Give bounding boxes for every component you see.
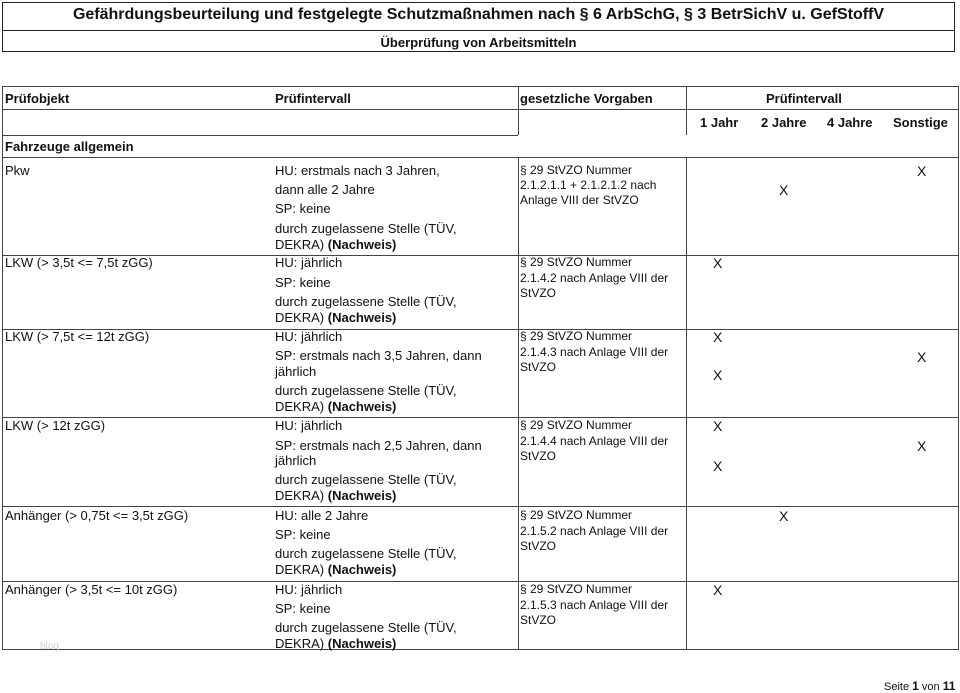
nachweis-label: (Nachweis) [327,310,397,325]
row-interval-line: HU: jährlich [275,255,343,270]
col-divider [518,87,519,135]
nachweis-label: (Nachweis) [327,488,397,503]
row-interval-line: durch zugelassene Stelle (TÜV, [275,383,457,398]
row-interval-last: DEKRA) (Nachweis) [275,636,397,651]
mark-1-jahr: X [713,582,723,598]
nachweis-label: (Nachweis) [327,237,397,252]
row-divider [3,417,958,418]
row-law-line: § 29 StVZO Nummer [520,329,633,343]
row-interval-last: DEKRA) (Nachweis) [275,237,397,252]
nachweis-label: (Nachweis) [327,399,397,414]
row-law-line: 2.1.4.3 nach Anlage VIII der [520,345,669,359]
header-sonstige: Sonstige [893,115,948,130]
row-object: Anhänger (> 0,75t <= 3,5t zGG) [5,508,189,523]
section-fahrzeuge-allgemein: Fahrzeuge allgemein [5,139,134,154]
row-law-line: StVZO [520,286,557,300]
row-interval-line: durch zugelassene Stelle (TÜV, [275,472,457,487]
row-law-line: Anlage VIII der StVZO [520,193,639,207]
row-interval-line: HU: alle 2 Jahre [275,508,369,523]
row-interval-line: SP: erstmals nach 3,5 Jahren, dann [275,348,482,363]
row-law-line: § 29 StVZO Nummer [520,582,633,596]
header-pruefintervall: Prüfintervall [275,91,351,106]
row-law-line: 2.1.4.4 nach Anlage VIII der [520,434,669,448]
header-intervall-group: Prüfintervall [766,91,842,106]
row-law-line: StVZO [520,360,557,374]
row-interval-last: DEKRA) (Nachweis) [275,310,397,325]
col-divider [518,157,519,649]
title-box [2,2,955,52]
mark-sonstige: X [917,438,927,454]
row-law-line: 2.1.5.2 nach Anlage VIII der [520,524,669,538]
row-law-line: § 29 StVZO Nummer [520,163,633,177]
row-law-line: § 29 StVZO Nummer [520,418,633,432]
row-law-line: 2.1.4.2 nach Anlage VIII der [520,271,669,285]
footer-seite: Seite [884,681,910,693]
row-law-line: StVZO [520,613,557,627]
row-interval-line: durch zugelassene Stelle (TÜV, [275,294,457,309]
row-divider [3,506,958,507]
col-divider [686,157,687,649]
header-1-jahr: 1 Jahr [700,115,739,130]
row-law-line: § 29 StVZO Nummer [520,255,633,269]
nachweis-label: (Nachweis) [327,562,397,577]
row-object: LKW (> 12t zGG) [5,418,106,433]
mark-sonstige: X [917,349,927,365]
row-object: LKW (> 3,5t <= 7,5t zGG) [5,255,153,270]
header-pruefobjekt: Prüfobjekt [5,91,70,106]
row-law-line: 2.1.2.1.1 + 2.1.2.1.2 nach [520,178,657,192]
watermark: blog [40,641,59,652]
col-divider [686,87,687,135]
document-subtitle: Überprüfung von Arbeitsmitteln [380,35,577,50]
mark-1-jahr: X [713,367,723,383]
row-interval-last: DEKRA) (Nachweis) [275,399,397,414]
mark-1-jahr: X [713,458,723,474]
footer-page-number: 1 [912,679,919,693]
row-interval-line: SP: keine [275,527,331,542]
inspection-table [2,86,959,650]
row-object: Anhänger (> 3,5t <= 10t zGG) [5,582,178,597]
interval-group-rule [686,109,958,110]
footer-total-pages: 11 [942,679,956,693]
row-interval-last: DEKRA) (Nachweis) [275,562,397,577]
section-rule-top [3,135,518,136]
row-interval-line: durch zugelassene Stelle (TÜV, [275,221,457,236]
row-interval-line: HU: jährlich [275,418,343,433]
footer-von: von [921,681,940,693]
row-law-line: 2.1.5.3 nach Anlage VIII der [520,598,669,612]
row-interval-line: SP: erstmals nach 2,5 Jahren, dann [275,438,482,453]
header-2-jahre: 2 Jahre [761,115,807,130]
row-interval-line: SP: keine [275,601,331,616]
row-interval-line: durch zugelassene Stelle (TÜV, [275,620,457,635]
mark-1-jahr: X [713,329,723,345]
section-rule-bottom [3,157,958,158]
title-divider [3,30,954,31]
row-interval-line: dann alle 2 Jahre [275,182,375,197]
nachweis-label: (Nachweis) [327,636,397,651]
row-interval-last: DEKRA) (Nachweis) [275,488,397,503]
row-interval-line: HU: jährlich [275,582,343,597]
header-gesetzliche-vorgaben: gesetzliche Vorgaben [520,91,653,106]
mark-1-jahr: X [713,255,723,271]
row-object: LKW (> 7,5t <= 12t zGG) [5,329,150,344]
row-interval-line: jährlich [275,453,317,468]
row-interval-line: SP: keine [275,201,331,216]
row-object: Pkw [5,163,30,178]
row-interval-line: HU: erstmals nach 3 Jahren, [275,163,440,178]
row-interval-line: durch zugelassene Stelle (TÜV, [275,546,457,561]
mark-2-jahre: X [779,508,789,524]
row-interval-line: jährlich [275,364,317,379]
mark-sonstige: X [917,163,927,179]
row-interval-line: SP: keine [275,275,331,290]
document-title: Gefährdungsbeurteilung und festgelegte Schutzmaßnahmen nach § 6 ArbSchG, § 3 BetrSichV u. GefStoffV [72,6,885,23]
mark-2-jahre: X [779,182,789,198]
row-interval-line: HU: jährlich [275,329,343,344]
header-4-jahre: 4 Jahre [827,115,873,130]
row-law-line: StVZO [520,539,557,553]
mark-1-jahr: X [713,418,723,434]
row-law-line: § 29 StVZO Nummer [520,508,633,522]
row-law-line: StVZO [520,449,557,463]
